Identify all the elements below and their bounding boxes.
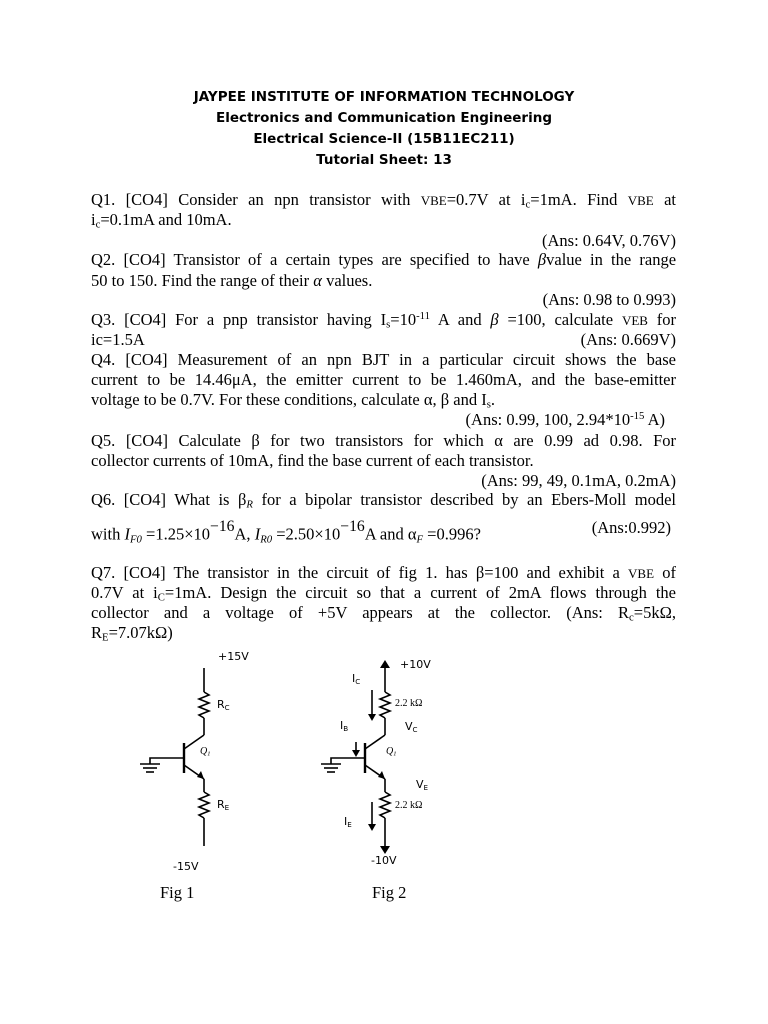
department-title: Electronics and Communication Engineering [215,110,552,126]
q5-answer: (Ans: 99, 49, 0.1mA, 0.2mA) [481,471,676,490]
fig1-rc-resistor [199,692,209,718]
fig1-circuit [140,668,209,846]
q1-line2: $i_c=0.1mA$ and 10mA. [91,210,232,231]
fig1-rc-label: $R_C$ [217,698,230,712]
fig2-ie-label: $I_E$ [344,815,352,829]
fig2-re-resistor [380,792,390,818]
q5-line2: collector currents of 10mA, find the base current of each transistor. [91,451,534,470]
q1-answer: (Ans: 0.64V, 0.76V) [542,231,676,250]
fig1-caption: Fig 1 [160,883,195,902]
fig2-vplus-label: +10V [400,658,431,671]
fig2-ic-label: $I_C$ [352,672,361,686]
q6-answer: (Ans:0.992) [591,518,671,537]
q7-line1: Q7. [CO4] The transistor in the circuit of fig 1. has β=100 and exhibit a VBE of [91,563,676,582]
q6-line1: Q6. [CO4] What is $\beta_R$ for a bipolar transistor described by an Ebers-Moll model [91,490,677,511]
fig2-ve-label: $V_E$ [416,778,429,792]
q3-answer: (Ans: 0.669V) [580,330,676,349]
q3-line1: Q3. [CO4] For a pnp transistor having $I_s=10^{-11}$ A and β =100, calculate VEB for [91,310,677,331]
fig1-vplus-label: +15V [218,650,249,663]
q4-answer: (Ans: 0.99, 100, $2.94*10^{-15}$ A) [465,410,665,429]
q2-line1: Q2. [CO4] Transistor of a certain types are specified to have βvalue in the range [91,250,677,269]
fig2-vee-arrow [380,846,390,854]
fig1-base-wire [150,758,184,764]
q2-line2: 50 to 150. Find the range of their α values. [91,271,373,290]
fig2-r1-label: 2.2 kΩ [395,698,423,709]
fig2-collector-lead [365,735,385,749]
q7-line3: collector and a voltage of +5V appears at the collector. (Ans: $R_c=5k\Omega$, [91,603,676,624]
fig2-base-wire [331,758,365,764]
sheet-title: Tutorial Sheet: 13 [316,152,452,168]
q2-answer: (Ans: 0.98 to 0.993) [542,290,676,309]
q4-line2: current to be 14.46μA, the emitter current to be 1.460mA, and the base-emitter [91,370,676,389]
q5-line1: Q5. [CO4] Calculate β for two transistors for which α are 0.99 ad 0.98. For [91,431,677,450]
fig1-re-label: $R_E$ [217,798,230,812]
course-title: Electrical Science-II (15B11EC211) [253,131,515,147]
fig2-caption: Fig 2 [372,883,407,902]
q1-line1: Q1. [CO4] Consider an npn transistor with VBE=0.7V at $i_c=1mA$. Find VBE at [91,190,676,211]
fig1-q-label: $Q_1$ [200,746,211,758]
fig1-vminus-label: -15V [173,860,199,873]
q3-line2: ic=1.5A [91,330,145,349]
q4-line1: Q4. [CO4] Measurement of an npn BJT in a particular circuit shows the base [91,350,676,369]
fig2-circuit [321,668,390,846]
fig2-q-label: $Q_1$ [386,746,397,758]
fig2-vminus-label: -10V [371,854,397,867]
q6-line2: with $I_{F0} =1.25\times 10^{-16}A$, $I_{R0} =2.50\times 10^{-16}A$ and $\alpha_F =0.996$? [91,518,481,546]
fig2-ie-arrowhead [368,824,376,831]
institute-title: JAYPEE INSTITUTE OF INFORMATION TECHNOLOGY [193,89,575,105]
fig2-ib-arrowhead [352,750,360,757]
fig2-rc-resistor [380,692,390,718]
fig2-ib-label: $I_B$ [340,719,349,733]
fig2-vc-label: $V_C$ [405,720,418,734]
fig1-re-resistor [199,792,209,818]
fig2-ic-arrowhead [368,714,376,721]
q4-line3: voltage to be 0.7V. For these conditions, calculate α, β and $I_s$. [91,390,495,411]
q7-line2: 0.7V at $i_C=1mA$. Design the circuit so that a current of 2mA flows through the [91,583,676,604]
fig2-vcc-arrow [380,660,390,668]
q7-line4: $R_E=7.07k\Omega$) [91,623,173,644]
fig2-r2-label: 2.2 kΩ [395,800,423,811]
